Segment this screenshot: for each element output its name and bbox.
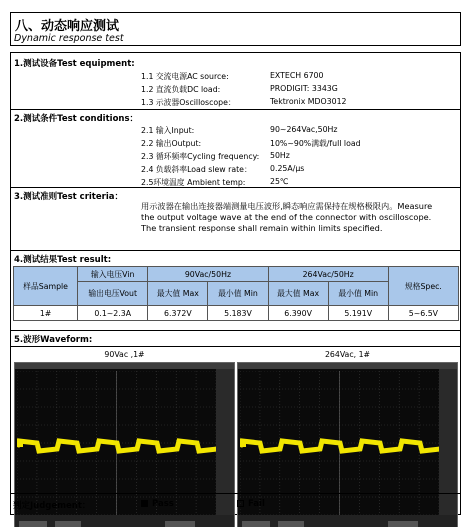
header-sample: 样品Sample bbox=[14, 267, 78, 306]
section-title-box bbox=[10, 12, 461, 46]
condition-label: 2.3 循环频率Cycling frequency: bbox=[141, 152, 260, 161]
waveform-right-title: 264Vac, 1# bbox=[324, 350, 371, 359]
pass-checkbox bbox=[141, 500, 148, 507]
judgement-pass bbox=[141, 499, 174, 509]
equipment-heading: 1.测试设备Test equipment: bbox=[14, 59, 135, 69]
fail-checkbox bbox=[237, 500, 244, 507]
equipment-label: 1.2 直流负载DC load: bbox=[141, 85, 221, 94]
condition-value: 10%~90%满载/full load bbox=[270, 139, 361, 148]
condition-value: 50Hz bbox=[270, 151, 290, 160]
waveform-trace bbox=[17, 441, 216, 451]
cell-sample: 1# bbox=[14, 306, 78, 321]
cell-264vac-min: 5.191V bbox=[328, 306, 388, 321]
judgement-label: 判定Judgement： bbox=[13, 501, 91, 511]
header-max: 最大值 Max bbox=[148, 282, 208, 306]
condition-value: 25℃ bbox=[270, 177, 289, 186]
fail-label: Fail bbox=[248, 499, 265, 509]
waveform-trace bbox=[240, 441, 439, 451]
divider bbox=[11, 346, 460, 347]
divider bbox=[11, 250, 460, 251]
criteria-text: 用示波器在输出连接器端测量电压波形,瞬态响应需保持在规格极限内。Measure the output voltage wave at the end of the connector with oscilloscope. The transient response shall remain within limits specified. bbox=[141, 201, 433, 233]
divider bbox=[11, 493, 460, 494]
header-group-90vac: 90Vac/50Hz bbox=[148, 267, 268, 282]
header-vout: 输出电压Vout bbox=[78, 282, 148, 306]
condition-label: 2.2 输出Output: bbox=[141, 139, 202, 148]
table-row bbox=[14, 306, 459, 321]
waveform-heading: 5.波形Waveform: bbox=[14, 335, 93, 345]
condition-value: 0.25A/μs bbox=[270, 164, 305, 173]
header-max: 最大值 Max bbox=[268, 282, 328, 306]
equipment-label: 1.1 交流电源AC source: bbox=[141, 72, 229, 81]
header-min: 最小值 Min bbox=[328, 282, 388, 306]
test-report-frame bbox=[10, 52, 461, 515]
conditions-heading: 2.测试条件Test conditions： bbox=[14, 114, 139, 124]
equipment-value: PRODIGIT: 3343G bbox=[270, 84, 338, 93]
criteria-heading: 3.测试准则Test criteria： bbox=[14, 192, 123, 202]
divider bbox=[11, 187, 460, 188]
pass-label: Pass bbox=[152, 499, 174, 509]
condition-label: 2.5环境温度 Ambient temp: bbox=[141, 178, 246, 187]
equipment-value: EXTECH 6700 bbox=[270, 71, 324, 80]
oscilloscope-screenshot-right bbox=[237, 362, 458, 527]
cell-spec: 5~6.5V bbox=[388, 306, 458, 321]
divider bbox=[11, 109, 460, 110]
result-table bbox=[13, 266, 459, 321]
cell-90vac-max: 6.372V bbox=[148, 306, 208, 321]
divider bbox=[11, 330, 460, 331]
cell-264vac-max: 6.390V bbox=[268, 306, 328, 321]
cell-vout: 0.1~2.3A bbox=[78, 306, 148, 321]
equipment-value: Tektronix MDO3012 bbox=[270, 97, 347, 106]
header-vin: 输入电压Vin bbox=[78, 267, 148, 282]
section-title: 八、动态响应测试 bbox=[15, 19, 120, 34]
condition-label: 2.1 输入Input: bbox=[141, 126, 195, 135]
channel-marker bbox=[240, 441, 246, 447]
section-subtitle: Dynamic response test bbox=[14, 33, 124, 44]
header-spec: 规格Spec. bbox=[388, 267, 458, 306]
condition-label: 2.4 负载斜率Load slew rate： bbox=[141, 165, 252, 174]
equipment-label: 1.3 示波器Oscilloscope： bbox=[141, 98, 236, 107]
channel-marker bbox=[17, 441, 23, 447]
condition-value: 90~264Vac,50Hz bbox=[270, 125, 338, 134]
waveform-left-title: 90Vac ,1# bbox=[104, 350, 145, 359]
judgement-fail bbox=[237, 499, 265, 509]
header-min: 最小值 Min bbox=[208, 282, 268, 306]
result-heading: 4.测试结果Test result: bbox=[14, 255, 112, 265]
cell-90vac-min: 5.183V bbox=[208, 306, 268, 321]
header-group-264vac: 264Vac/50Hz bbox=[268, 267, 388, 282]
